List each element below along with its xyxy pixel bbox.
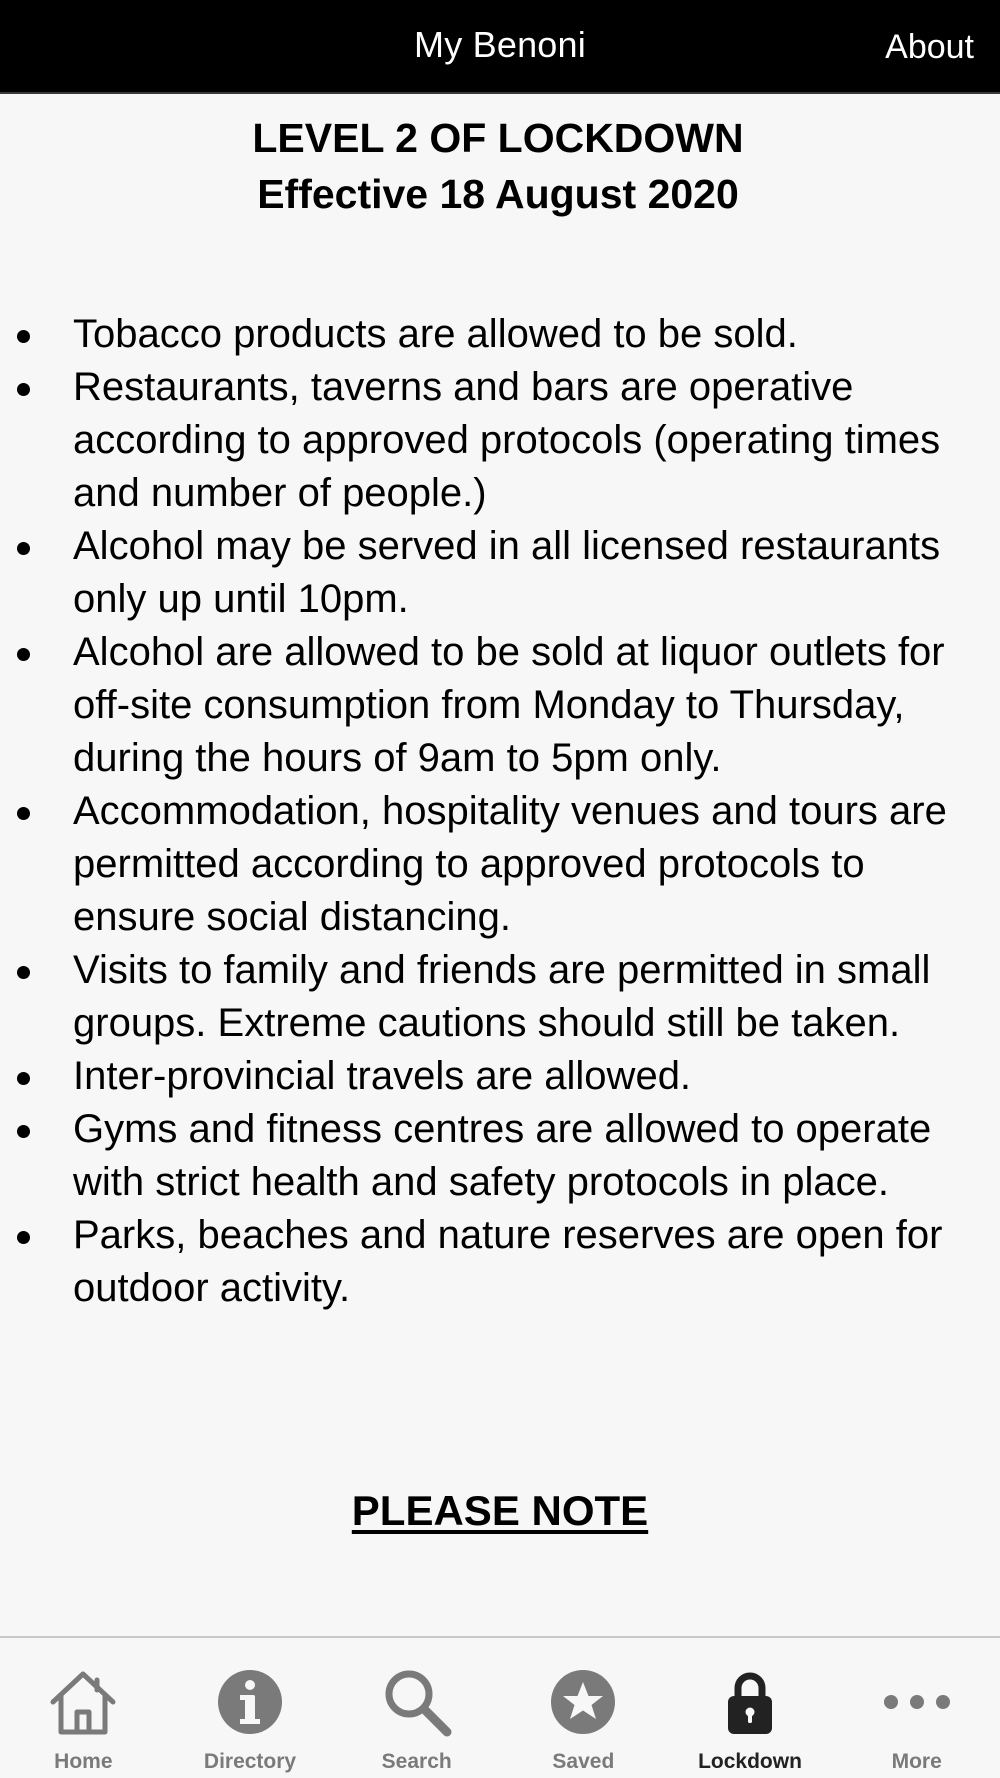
rule-text: Restaurants, taverns and bars are operative according to approved protocols (operating times and number of people.) bbox=[73, 365, 941, 515]
rule-text: Visits to family and friends are permitted in small groups. Extreme cautions should still be taken. bbox=[73, 948, 931, 1045]
bullet-icon bbox=[17, 330, 30, 343]
rule-text: Alcohol may be served in all licensed restaurants only up until 10pm. bbox=[73, 524, 941, 621]
bullet-icon bbox=[17, 648, 30, 661]
search-icon bbox=[381, 1666, 453, 1738]
lock-icon bbox=[714, 1666, 786, 1738]
list-item bbox=[0, 1209, 1000, 1315]
tab-label: Saved bbox=[552, 1750, 615, 1773]
tab-more[interactable] bbox=[833, 1638, 1000, 1778]
tab-directory[interactable] bbox=[167, 1638, 334, 1778]
list-item bbox=[0, 1050, 1000, 1103]
tab-label: Directory bbox=[203, 1750, 297, 1773]
page-heading bbox=[0, 110, 1000, 222]
rules-list bbox=[0, 308, 1000, 1315]
rule-text: Alcohol are allowed to be sold at liquor outlets for off-site consumption from Monday to Thursday, during the hours of 9am to 5pm only. bbox=[73, 630, 945, 780]
heading-subtitle: Effective 18 August 2020 bbox=[257, 171, 739, 217]
bullet-icon bbox=[17, 1231, 30, 1244]
bullet-icon bbox=[17, 966, 30, 979]
bullet-icon bbox=[17, 1125, 30, 1138]
tab-label: More bbox=[891, 1750, 942, 1773]
list-item bbox=[0, 520, 1000, 626]
tab-label: Home bbox=[54, 1750, 113, 1773]
info-icon bbox=[214, 1666, 286, 1738]
list-item bbox=[0, 308, 1000, 361]
tab-search[interactable] bbox=[333, 1638, 500, 1778]
list-item bbox=[0, 626, 1000, 785]
tab-home[interactable] bbox=[0, 1638, 167, 1778]
tab-lockdown[interactable] bbox=[667, 1638, 834, 1778]
list-item bbox=[0, 944, 1000, 1050]
tab-label: Lockdown bbox=[698, 1750, 802, 1773]
navigation-bar bbox=[0, 0, 1000, 94]
about-button[interactable]: About bbox=[885, 28, 974, 66]
please-note-heading: PLEASE NOTE bbox=[351, 1487, 649, 1534]
home-icon bbox=[47, 1666, 119, 1738]
list-item bbox=[0, 361, 1000, 520]
tab-label: Search bbox=[381, 1750, 452, 1773]
nav-title: My Benoni bbox=[414, 24, 586, 65]
star-icon bbox=[547, 1666, 619, 1738]
rule-text: Tobacco products are allowed to be sold. bbox=[73, 312, 798, 356]
bullet-icon bbox=[17, 542, 30, 555]
tab-saved[interactable] bbox=[500, 1638, 667, 1778]
bullet-icon bbox=[17, 1072, 30, 1085]
lockdown-content[interactable] bbox=[0, 96, 1000, 1636]
more-icon bbox=[881, 1666, 953, 1738]
bullet-icon bbox=[17, 807, 30, 820]
rule-text: Accommodation, hospitality venues and tours are permitted according to approved protocols to ensure social distancing. bbox=[73, 789, 947, 939]
bullet-icon bbox=[17, 383, 30, 396]
heading-title: LEVEL 2 OF LOCKDOWN bbox=[252, 115, 744, 161]
list-item bbox=[0, 1103, 1000, 1209]
rule-text: Inter-provincial travels are allowed. bbox=[73, 1054, 692, 1098]
rule-text: Parks, beaches and nature reserves are open for outdoor activity. bbox=[73, 1213, 943, 1310]
tab-bar bbox=[0, 1636, 1000, 1778]
list-item bbox=[0, 785, 1000, 944]
rule-text: Gyms and fitness centres are allowed to operate with strict health and safety protocols in place. bbox=[73, 1107, 932, 1204]
